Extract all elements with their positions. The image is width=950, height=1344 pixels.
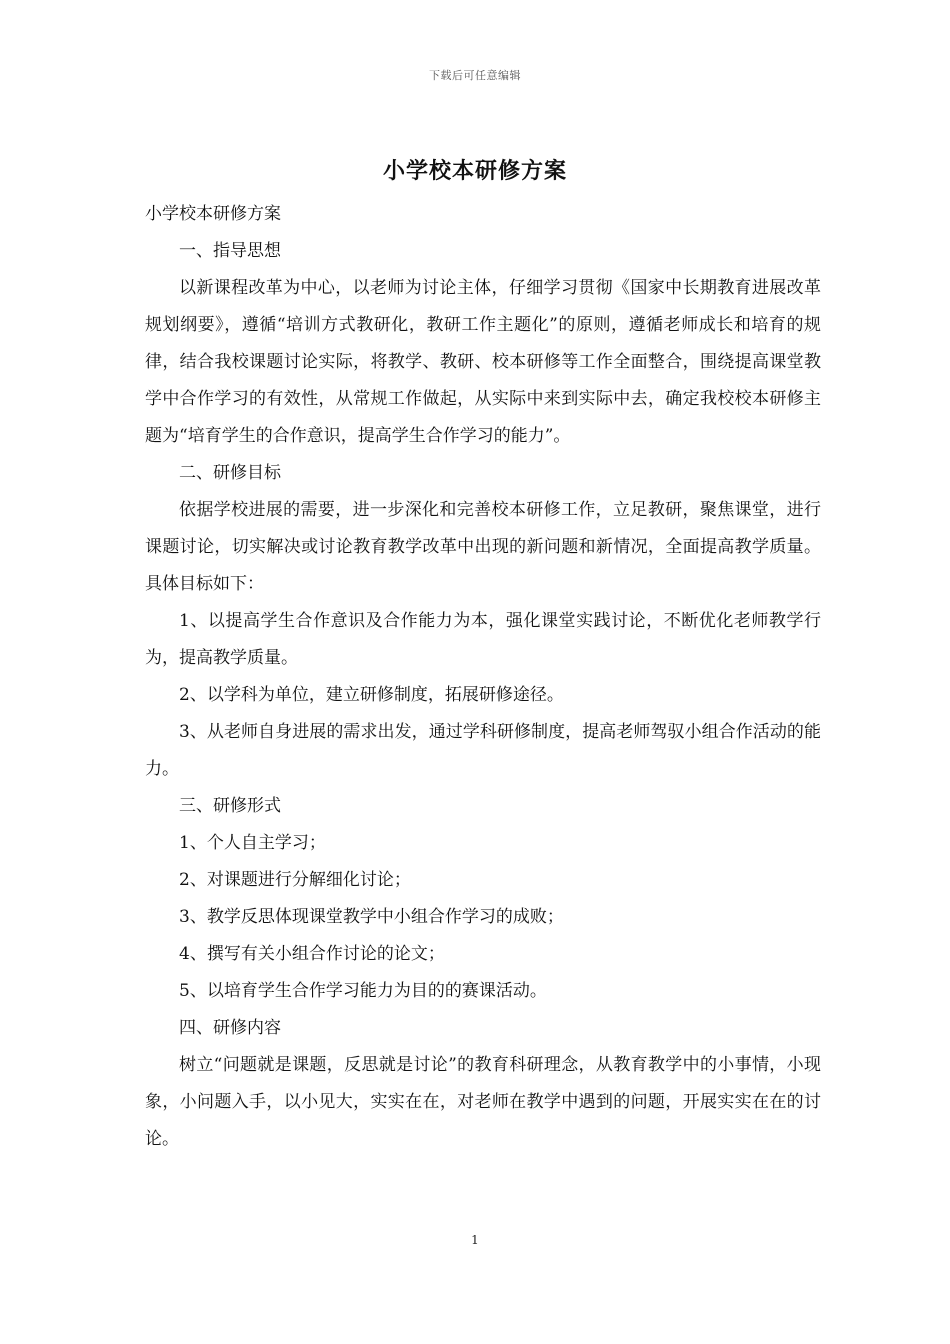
- section-heading: 四、研修内容: [179, 1018, 281, 1038]
- list-item: 1、以提高学生合作意识及合作能力为本，强化课堂实践讨论，不断优化老师教学行为，提高教学质量。: [145, 611, 821, 668]
- paragraph: 依据学校进展的需要，进一步深化和完善校本研修工作，立足教研，聚焦课堂，进行课题讨论，切实解决或讨论教育教学改革中出现的新问题和新情况，全面提高教学质量。具体目标如下：: [145, 500, 821, 594]
- paragraph: 小学校本研修方案: [145, 204, 281, 224]
- paragraph: 以新课程改革为中心，以老师为讨论主体，仔细学习贯彻《国家中长期教育进展改革规划纲要》，遵循“培训方式教研化，教研工作主题化”的原则，遵循老师成长和培育的规律，结合我校课题讨论实际，将教学、教研、校本研修等工作全面整合，围绕提高课堂教学中合作学习的有效性，从常规工作做起，从实际中来到实际中去，确定我校校本研修主题为“培育学生的合作意识，提高学生合作学习的能力”。: [145, 278, 821, 446]
- section-heading: 一、指导思想: [179, 241, 281, 261]
- list-item: 2、对课题进行分解细化讨论；: [179, 870, 411, 890]
- section-heading: 三、研修形式: [179, 796, 281, 816]
- list-item: 3、从老师自身进展的需求出发，通过学科研修制度，提高老师驾驭小组合作活动的能力。: [145, 722, 821, 779]
- list-item: 3、教学反思体现课堂教学中小组合作学习的成败；: [179, 907, 564, 927]
- list-item: 4、撰写有关小组合作讨论的论文；: [179, 944, 445, 964]
- paragraph: 树立“问题就是课题，反思就是讨论”的教育科研理念，从教育教学中的小事情，小现象，小问题入手，以小见大，实实在在，对老师在教学中遇到的问题，开展实实在在的讨论。: [145, 1055, 821, 1149]
- list-item: 1、个人自主学习；: [179, 833, 326, 853]
- document-title: 小学校本研修方案: [382, 158, 567, 184]
- page-number: 1: [471, 1233, 479, 1247]
- section-heading: 二、研修目标: [179, 463, 281, 483]
- list-item: 5、以培育学生合作学习能力为目的的赛课活动。: [179, 981, 547, 1001]
- list-item: 2、以学科为单位，建立研修制度，拓展研修途径。: [179, 685, 564, 705]
- header-note: 下载后可任意编辑: [429, 69, 521, 82]
- document-body: [145, 196, 821, 1158]
